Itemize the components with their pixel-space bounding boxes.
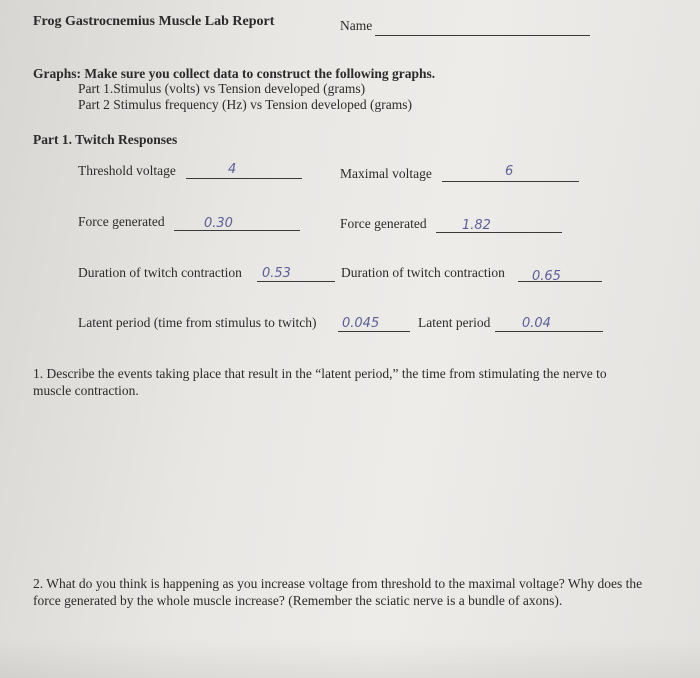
force-generated-value-left: 0.30 [204,216,233,231]
duration-value-right: 0.65 [532,269,561,284]
force-generated-label-left: Force generated [78,214,165,229]
maximal-voltage-field[interactable] [442,181,579,182]
maximal-voltage-label: Maximal voltage [340,166,432,181]
threshold-voltage-field[interactable] [186,178,302,179]
force-generated-field-right[interactable] [436,232,562,233]
paper-shadow [0,638,700,678]
force-generated-field-left[interactable] [174,230,300,231]
graphs-heading: Graphs: Make sure you collect data to construct the following graphs. [33,66,436,81]
graphs-line-2: Part 2 Stimulus frequency (Hz) vs Tension developed (grams) [78,97,412,112]
force-generated-label-right: Force generated [340,216,427,231]
question-1: 1. Describe the events taking place that result in the “latent period,” the time from stimulating the nerve to muscle contraction. [33,366,607,398]
duration-value-left: 0.53 [262,266,291,281]
duration-label-right: Duration of twitch contraction [341,265,505,280]
part1-heading: Part 1. Twitch Responses [33,132,178,147]
latent-period-field-right[interactable] [495,331,603,332]
page-title: Frog Gastrocnemius Muscle Lab Report [33,14,275,29]
name-field[interactable] [375,35,590,36]
latent-period-value-left: 0.045 [342,316,380,331]
maximal-voltage-value: 6 [505,164,514,179]
latent-period-label-left: Latent period (time from stimulus to twitch) [78,315,317,330]
force-generated-value-right: 1.82 [462,218,491,233]
latent-period-value-right: 0.04 [522,316,551,331]
latent-period-field-left[interactable] [338,331,410,332]
question-2: 2. What do you think is happening as you increase voltage from threshold to the maximal voltage? Why does the force generated by the whole muscle increase? (Remember the sciatic nerve is a bundle of axons). [33,576,643,608]
graphs-line-1: Part 1.Stimulus (volts) vs Tension developed (grams) [78,81,366,96]
duration-field-left[interactable] [257,281,335,282]
duration-label-left: Duration of twitch contraction [78,265,242,280]
threshold-voltage-label: Threshold voltage [78,163,176,178]
latent-period-label-right: Latent period [418,315,491,330]
name-label: Name [340,18,373,33]
threshold-voltage-value: 4 [228,162,237,177]
